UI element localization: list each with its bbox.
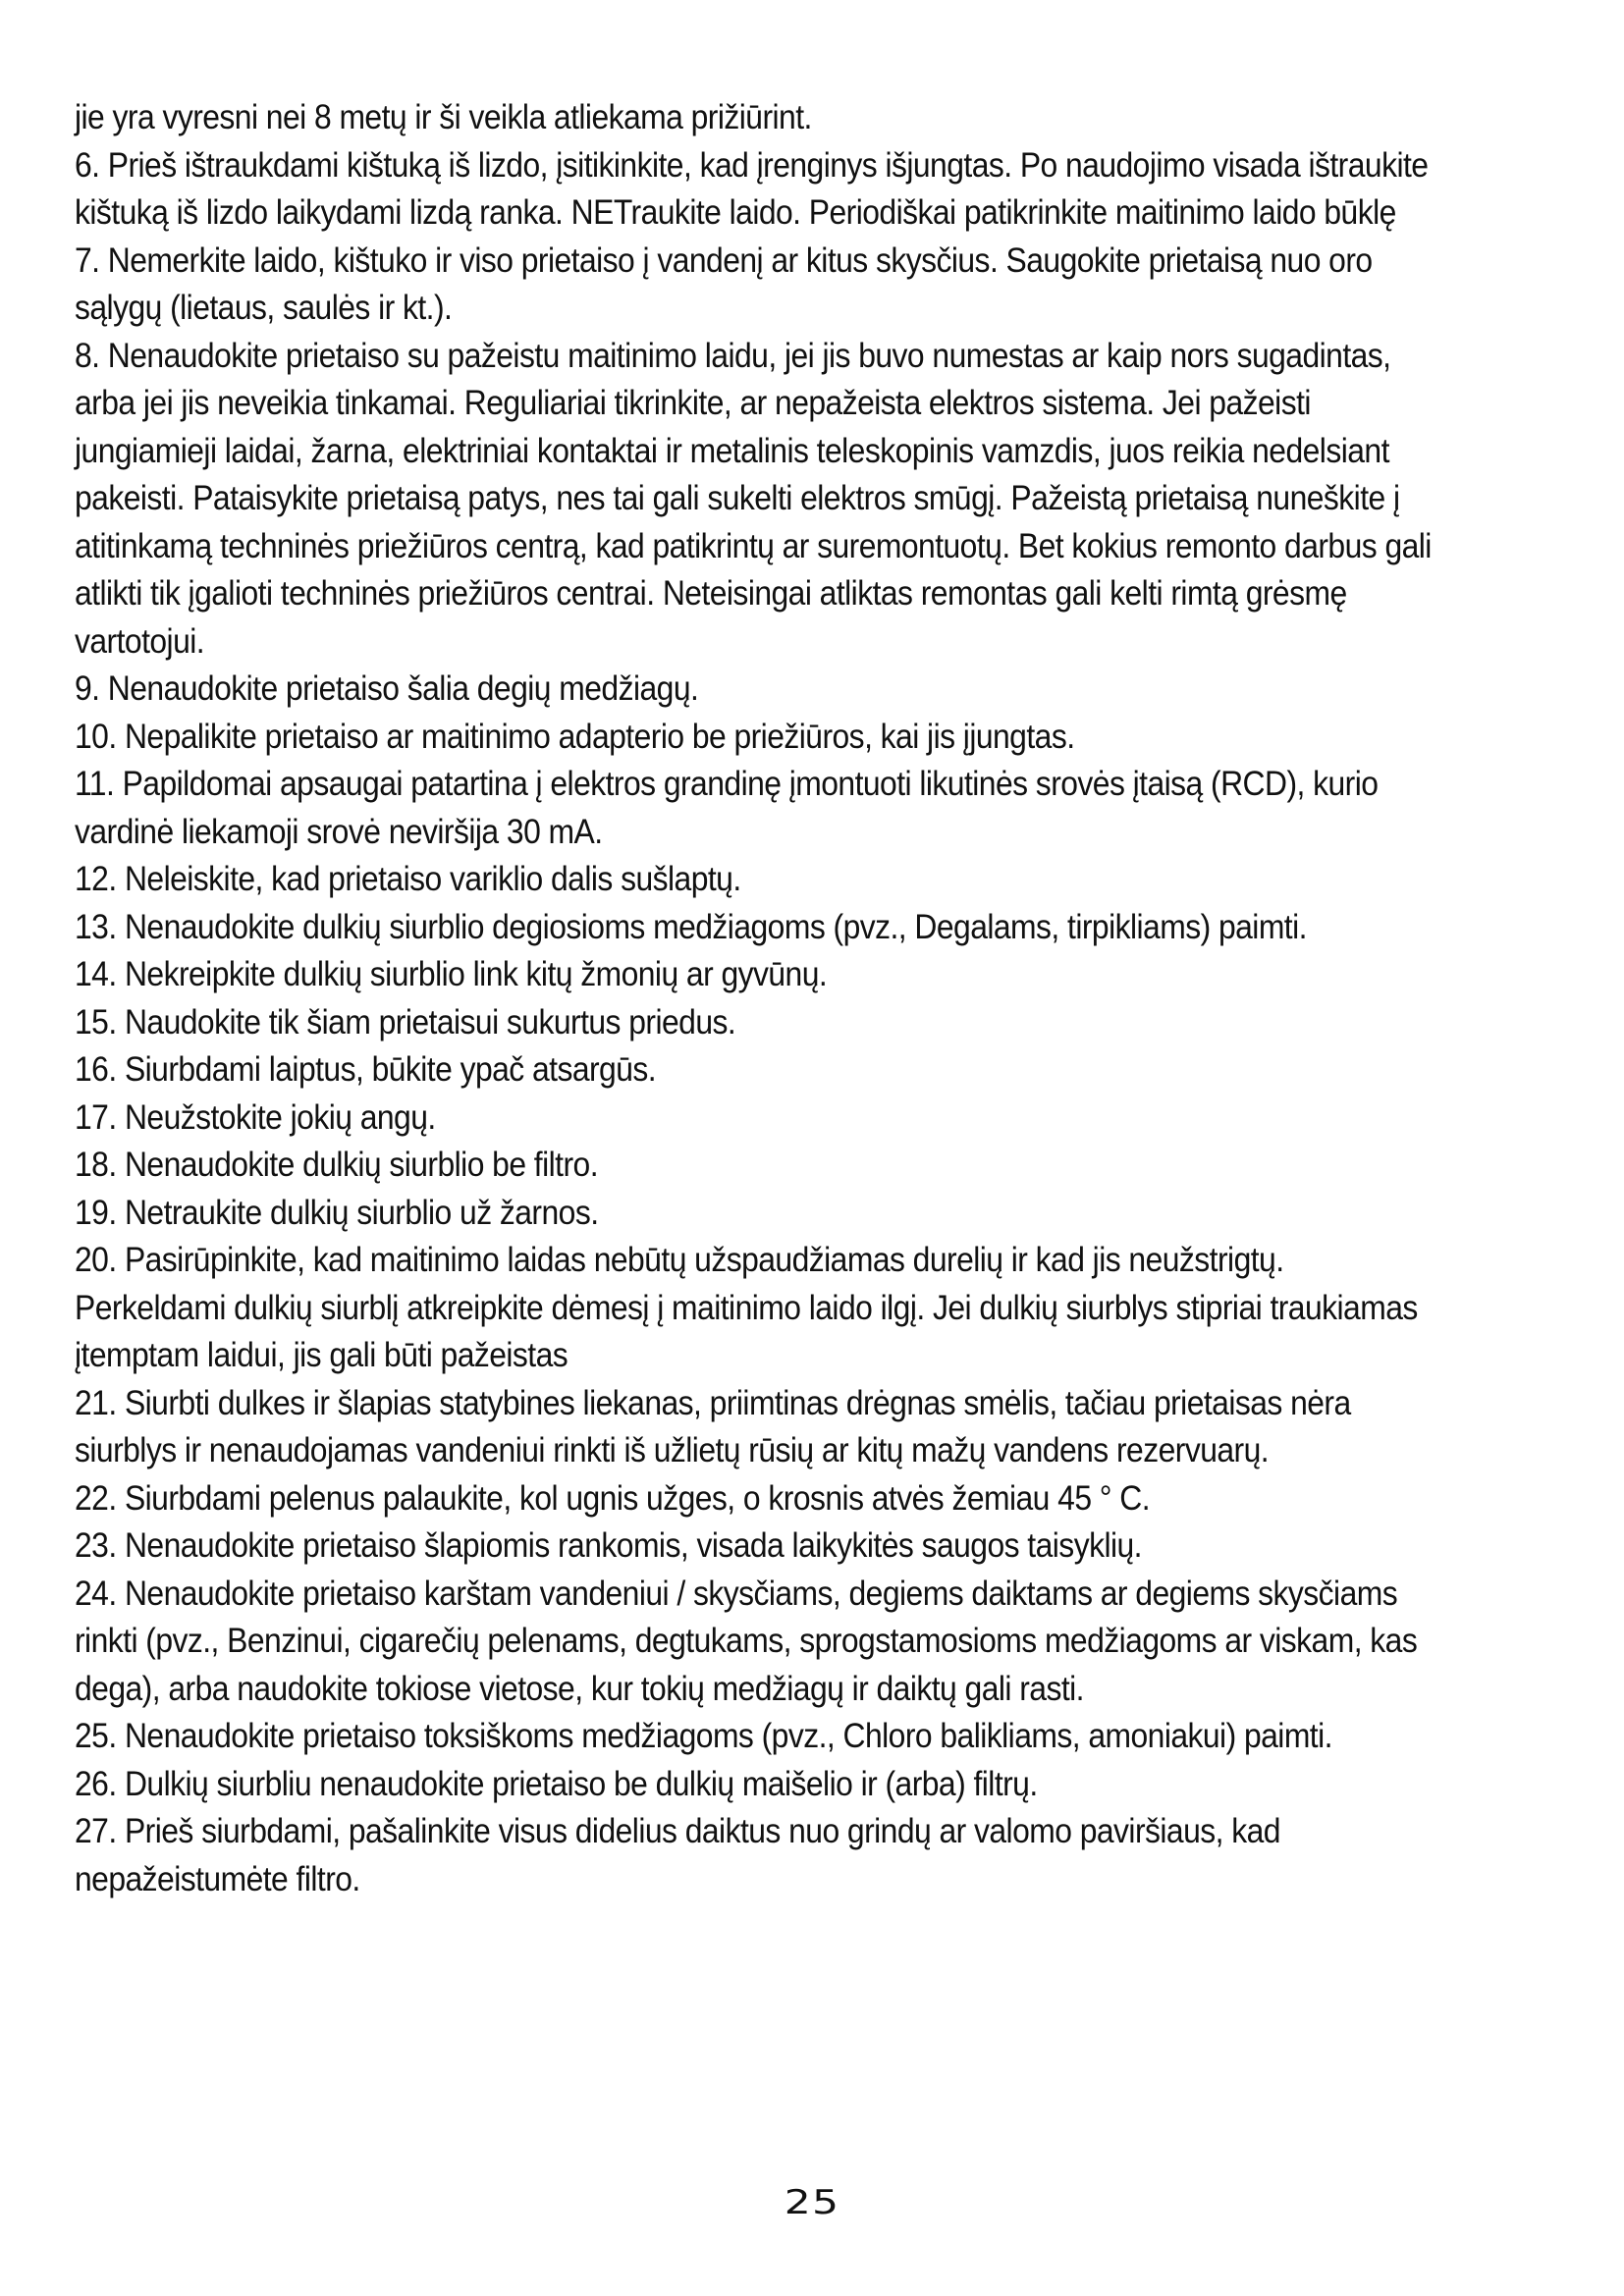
paragraph-26: 26. Dulkių siurbliu nenaudokite prietaiso be dulkių maišelio ir (arba) filtrų.	[75, 1764, 1038, 1803]
paragraph-19: 19. Netraukite dulkių siurblio už žarnos.	[75, 1193, 599, 1232]
paragraph-14: 14. Nekreipkite dulkių siurblio link kitų žmonių ar gyvūnų.	[75, 955, 828, 993]
paragraph-25: 25. Nenaudokite prietaiso toksiškoms medžiagoms (pvz., Chloro balikliams, amoniakui) paimti.	[75, 1717, 1332, 1755]
paragraph-11: 11. Papildomai apsaugai patartina į elektros grandinę įmontuoti likutinės srovės įtaisą (RCD), kurio vardinė liekamoji srovė neviršija 30 mA.	[75, 765, 1379, 851]
safety-instructions-text	[75, 94, 1433, 1903]
paragraph-21: 21. Siurbti dulkes ir šlapias statybines liekanas, priimtinas drėgnas smėlis, tačiau prietaisas nėra siurblys ir nenaudojamas vandeniui rinkti iš užlietų rūsių ar kitų mažų vandens rezervuarų.	[75, 1383, 1351, 1469]
paragraph-13: 13. Nenaudokite dulkių siurblio degiosioms medžiagoms (pvz., Degalams, tirpikliams) paimti.	[75, 907, 1307, 946]
paragraph-18: 18. Nenaudokite dulkių siurblio be filtro.	[75, 1146, 599, 1184]
paragraph-15: 15. Naudokite tik šiam prietaisui sukurtus priedus.	[75, 1002, 736, 1041]
paragraph-22: 22. Siurbdami pelenus palaukite, kol ugnis užges, o krosnis atvės žemiau 45 ° C.	[75, 1478, 1151, 1518]
paragraph-17: 17. Neužstokite jokių angų.	[75, 1097, 436, 1137]
paragraph-8: 8. Nenaudokite prietaiso su pažeistu maitinimo laidu, jei jis buvo numestas ar kaip nors sugadintas, arba jei jis neveikia tinkamai. Reguliariai tikrinkite, ar nepažeista elektros sistema. Jei pažeisti jungiamieji laidai, žarna, elektriniai kontaktai ir metalinis teleskopinis vamzdis, juos reikia nedelsiant pakeisti. Pataisykite prietaisą patys, nes tai gali sukelti elektros smūgį. Pažeistą prietaisą nuneškite į atitinkamą techninės priežiūros centrą, kad patikrintų ar suremontuotų. Bet kokius remonto darbus gali atlikti tik įgalioti techninės priežiūros centrai. Neteisingai atliktas remontas gali kelti rimtą grėsmę vartotojui.	[75, 336, 1432, 661]
paragraph-12: 12. Neleiskite, kad prietaiso variklio dalis sušlaptų.	[75, 860, 741, 898]
paragraph-20: 20. Pasirūpinkite, kad maitinimo laidas nebūtų užspaudžiamas durelių ir kad jis neužstrigtų. Perkeldami dulkių siurblį atkreipkite dėmesį į maitinimo laido ilgį. Jei dulkių siurblys stipriai traukiamas įtemptam laidui, jis gali būti pažeistas	[75, 1241, 1418, 1374]
paragraph-10: 10. Nepalikite prietaiso ar maitinimo adapterio be priežiūros, kai jis įjungtas.	[75, 717, 1075, 756]
paragraph-7: 7. Nemerkite laido, kištuko ir viso prietaiso į vandenį ar kitus skysčius. Saugokite prietaisą nuo oro sąlygų (lietaus, saulės ir kt.).	[75, 240, 1373, 327]
paragraph-23: 23. Nenaudokite prietaiso šlapiomis rankomis, visada laikykitės saugos taisyklių.	[75, 1526, 1142, 1565]
paragraph-continuation: jie yra vyresni nei 8 metų ir ši veikla atliekama prižiūrint.	[75, 98, 812, 136]
paragraph-24: 24. Nenaudokite prietaiso karštam vandeniui / skysčiams, degiems daiktams ar degiems skysčiams rinkti (pvz., Benzinui, cigarečių pelenams, degtukams, sprogstamosioms medžiagoms ar viskam, kas dega), arba naudokite tokiose vietose, kur tokių medžiagų ir daiktų gali rasti.	[75, 1574, 1418, 1708]
page-number: 25	[784, 2183, 840, 2222]
paragraph-6: 6. Prieš ištraukdami kištuką iš lizdo, įsitikinkite, kad įrenginys išjungtas. Po naudojimo visada ištraukite kištuką iš lizdo laikydami lizdą ranka. NETraukite laido. Periodiškai patikrinkite maitinimo laido būklę	[75, 145, 1429, 232]
paragraph-27: 27. Prieš siurbdami, pašalinkite visus didelius daiktus nuo grindų ar valomo paviršiaus, kad nepažeistumėte filtro.	[75, 1812, 1280, 1898]
paragraph-16: 16. Siurbdami laiptus, būkite ypač atsargūs.	[75, 1050, 657, 1089]
paragraph-9: 9. Nenaudokite prietaiso šalia degių medžiagų.	[75, 669, 699, 708]
